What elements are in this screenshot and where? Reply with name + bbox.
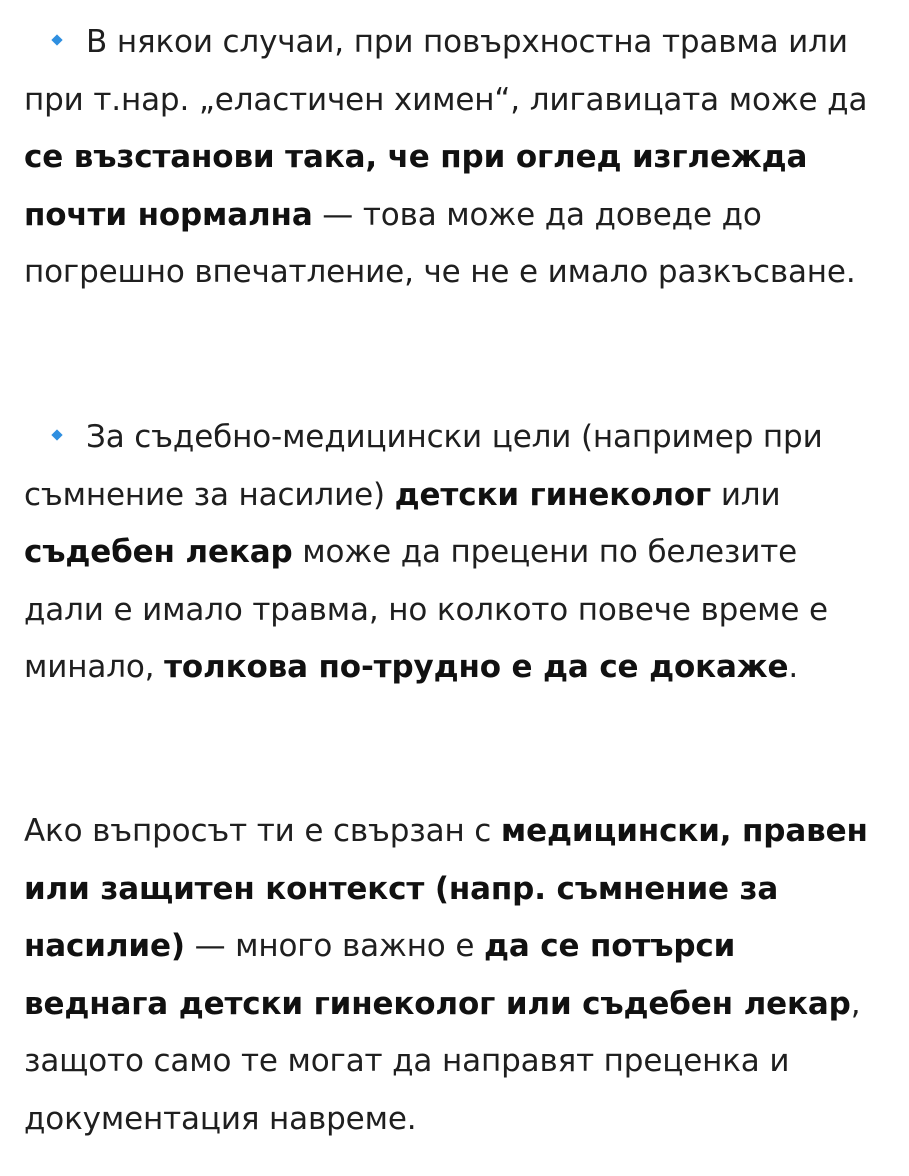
conclusion-segment-1: медицински, правен или защитен контекст (напр. съмнение за насилие) <box>24 813 868 964</box>
item-2-segment-1: детски гинеколог <box>394 476 712 513</box>
item-1-segment-2: — това може да доведе до погрешно впечатление, че не е имало разкъсване. <box>24 196 856 290</box>
diamond-bullet-icon <box>24 32 86 52</box>
conclusion-paragraph <box>24 803 884 1148</box>
item-2-segment-3: съдебен лекар <box>24 534 293 570</box>
conclusion-segment-4: , защото само те могат да направят преценка и документация навреме. <box>24 985 861 1137</box>
item-2-segment-2: или <box>711 476 781 513</box>
item-2-segment-5: толкова по-трудно е да се докаже <box>164 649 789 685</box>
bullet-item-1 <box>24 14 884 302</box>
item-2-segment-6: . <box>788 649 799 685</box>
bullet-item-2 <box>24 409 884 697</box>
item-2-segment-4: може да прецени по белезите дали е имало травма, но колкото повече време е минало, <box>24 534 828 685</box>
item-2-segment-0: За съдебно-медицински цели (например при съмнение за насилие) <box>24 419 823 513</box>
item-1-segment-1: се възстанови така, че при оглед изглежда почти нормална <box>24 139 808 233</box>
conclusion-segment-2: — много важно е <box>184 928 484 964</box>
conclusion-segment-3: да се потърси веднага детски гинеколог или съдебен лекар <box>24 928 851 1022</box>
diamond-bullet-icon <box>24 427 86 447</box>
item-1-segment-0: В някои случаи, при повърхностна травма или при т.нар. „еластичен химен“, лигавицата може да <box>24 24 868 118</box>
conclusion-segment-0: Ако въпросът ти е свързан с <box>24 813 501 849</box>
